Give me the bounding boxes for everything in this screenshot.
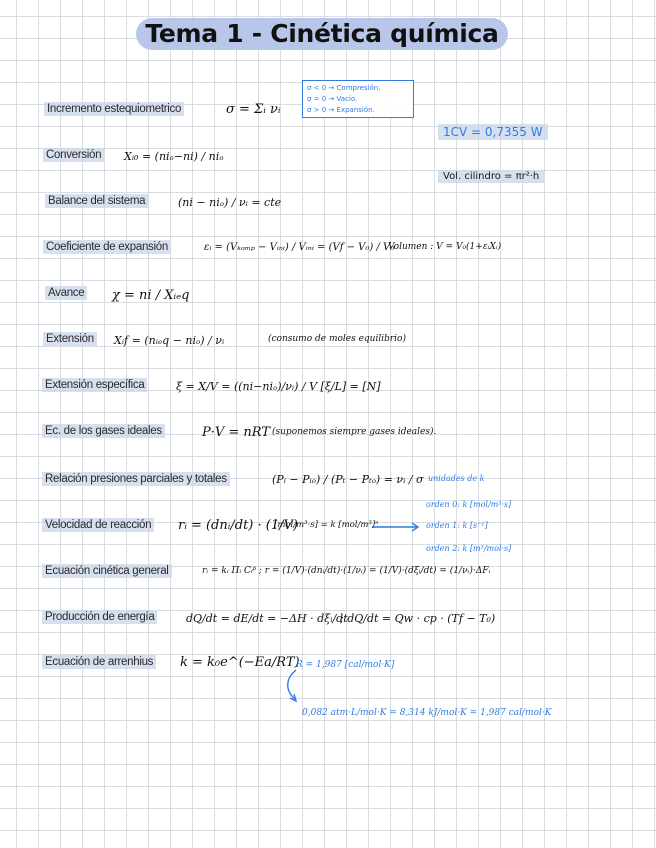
units-order-1: orden 1: k [s⁻¹]: [426, 521, 488, 530]
sign-zero: σ = 0 → Vacío.: [307, 95, 358, 103]
energia-extra: ; dQ/dt = Qw · cp · (Tf − T₀): [340, 612, 496, 625]
label-avance: Avance: [45, 286, 87, 300]
cylinder-volume-note: Vol. cilindro = πr²·h: [438, 170, 544, 183]
power-note: 1CV = 0,7355 W: [438, 124, 548, 140]
formula-gases-ideales: P·V = nRT: [202, 425, 271, 440]
volume-formula: Volumen : V = V₀(1+εᵢXᵢ): [388, 242, 502, 252]
formula-extension-especifica: ξ = X/V = ((ni−niₒ)/νᵢ) / V [ξ/L] = [N]: [176, 380, 381, 393]
units-order-0: orden 0: k [mol/m³·s]: [426, 500, 512, 509]
label-arrhenius: Ecuación de arrenhius: [42, 655, 156, 669]
label-extension: Extensión: [43, 332, 97, 346]
label-conversion: Conversión: [43, 148, 104, 162]
formula-incremento: σ = Σᵢ νᵢ: [226, 102, 281, 117]
label-gases-ideales: Ec. de los gases ideales: [42, 424, 165, 438]
velocidad-units: [mol/m³·s] = k [mol/m³]ⁿ: [274, 520, 379, 530]
label-cinetica-general: Ecuación cinética general: [42, 564, 172, 578]
r-value-note: R = 1,987 [cal/mol·K]: [296, 660, 395, 670]
formula-arrhenius: k = k₀e^(−Ea/RT): [180, 655, 300, 670]
label-extension-especifica: Extensión específica: [42, 378, 147, 392]
formula-energia: dQ/dt = dE/dt = −ΔH · dξᵢ/dt: [186, 612, 348, 625]
gases-note: (suponemos siempre gases ideales).: [272, 427, 437, 437]
label-balance: Balance del sistema: [45, 194, 148, 208]
formula-avance: χ = ni / Xᵢₑq: [112, 288, 190, 303]
formula-velocidad: rᵢ = (dnᵢ/dt) · (1/V): [178, 518, 298, 533]
page-title: Tema 1 - Cinética química: [136, 18, 508, 50]
units-k-title: unidades de k: [428, 474, 485, 483]
units-order-2: orden 2: k [m³/mol·s]: [426, 544, 512, 553]
label-expansion: Coeficiente de expansión: [43, 240, 171, 254]
formula-cinetica-general: rᵢ = kᵢ Πᵢ Cᵢᵝ ; r = (1/V)·(dnᵢ/dt)·(1/νᵢ) = (1/V)·(dξᵢ/dt) = (1/νᵢ)·ΔFᵢ: [202, 566, 491, 576]
formula-presiones: (Pᵢ − Pᵢₒ) / (Pₜ − Pₜₒ) = νᵢ / σ: [272, 473, 424, 486]
sign-negative: σ < 0 → Compresión.: [307, 84, 381, 92]
extension-note: (consumo de moles equilibrio): [268, 334, 406, 344]
formula-balance: (ni − niₒ) / νᵢ = cte: [178, 196, 282, 209]
r-conversions-note: 0,082 atm·L/mol·K = 8,314 kJ/mol·K = 1,987 cal/mol·K: [302, 708, 552, 718]
sign-positive: σ > 0 → Expansión.: [307, 106, 375, 114]
label-presiones: Relación presiones parciales y totales: [42, 472, 230, 486]
formula-conversion: Xᵢ₀ = (niₒ−ni) / niₒ: [124, 150, 224, 163]
label-velocidad: Velocidad de reacción: [42, 518, 154, 532]
label-energia: Producción de energía: [42, 610, 157, 624]
formula-extension: Xᵢf = (nᵢₑq − niₒ) / νᵢ: [114, 334, 225, 347]
formula-expansion: εᵢ = (Vₖₒₘₚ − Vᵢₙᵢ) / Vᵢₙᵢ = (Vf − V₀) / V₀: [204, 242, 395, 253]
label-incremento: Incremento estequiometrico: [44, 102, 184, 116]
